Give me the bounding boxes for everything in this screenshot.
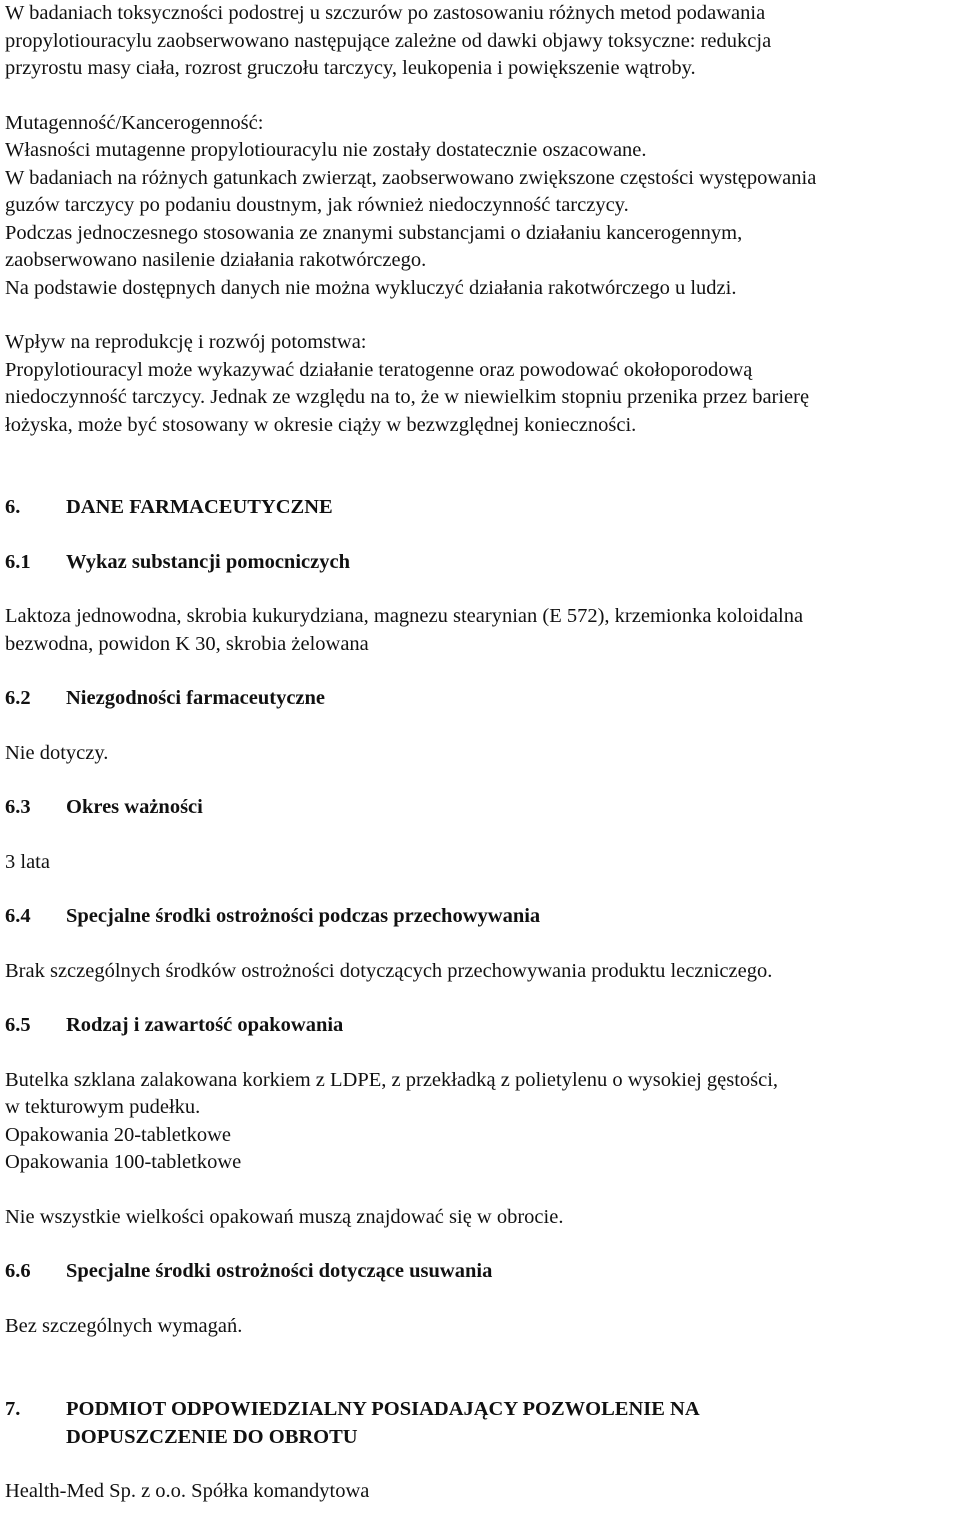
- section-title: Niezgodności farmaceutyczne: [66, 687, 326, 709]
- spacer: [5, 1177, 952, 1204]
- section-6-1-heading: [5, 549, 952, 577]
- spacer: [5, 576, 952, 603]
- section-6-6-heading: [5, 1258, 952, 1286]
- section-number: 6.2: [5, 687, 31, 709]
- spacer: [5, 1040, 952, 1067]
- section-title: Wykaz substancji pomocniczych: [66, 550, 350, 573]
- spacer: [5, 822, 952, 849]
- section-title: [66, 1395, 700, 1451]
- section-title: Specjalne środki ostrożności podczas przechowywania: [66, 905, 541, 927]
- packaging-note: Nie wszystkie wielkości opakowań muszą znajdować się w obrocie.: [5, 1205, 564, 1228]
- section-7-heading: [5, 1395, 952, 1451]
- text-line: Na podstawie dostępnych danych nie można wykluczyć działania rakotwórczego u ludzi.: [5, 276, 737, 299]
- section-number: 6.4: [5, 905, 31, 927]
- storage-text: Brak szczególnych środków ostrożności dotyczących przechowywania produktu leczniczego.: [5, 959, 773, 982]
- spacer: [5, 713, 952, 740]
- text-line: Opakowania 100-tabletkowe: [5, 1151, 242, 1173]
- marketing-authorisation-holder: Health-Med Sp. z o.o. Spółka komandytowa: [5, 1480, 370, 1502]
- spacer: [5, 876, 952, 903]
- spacer: [5, 302, 952, 329]
- mutagenicity-paragraph: [5, 110, 952, 303]
- text-line: łożyska, może być stosowany w okresie ciąży w bezwzględnej konieczności.: [5, 413, 637, 436]
- section-number: 7.: [5, 1398, 21, 1420]
- section-6-2-heading: [5, 685, 952, 713]
- text-line: W badaniach na różnych gatunkach zwierząt, zaobserwowano zwiększone częstości występowania: [5, 166, 817, 189]
- text-line: guzów tarczycy po podaniu doustnym, jak również niedoczynność tarczycy.: [5, 194, 629, 216]
- section-number: 6.5: [5, 1014, 31, 1036]
- spacer: [5, 1340, 952, 1395]
- disposal-text: Bez szczególnych wymagań.: [5, 1314, 243, 1337]
- toxicity-paragraph: [5, 0, 952, 83]
- text-line: propylotiouracylu zaobserwowano następujące zależne od dawki objawy toksyczne: redukcja: [5, 29, 772, 52]
- shelf-life-text: 3 lata: [5, 850, 50, 873]
- spacer: [5, 931, 952, 958]
- text-line: Opakowania 20-tabletkowe: [5, 1123, 231, 1146]
- spacer: [5, 1231, 952, 1258]
- text-line: Własności mutagenne propylotiouracylu nie zostały dostatecznie oszacowane.: [5, 139, 647, 161]
- text-line: zaobserwowano nasilenie działania rakotwórczego.: [5, 249, 427, 271]
- spacer: [5, 1286, 952, 1313]
- section-6-4-heading: [5, 903, 952, 931]
- section-title-line: PODMIOT ODPOWIEDZIALNY POSIADAJĄCY POZWOLENIE NA: [66, 1398, 700, 1420]
- text-line: Propylotiouracyl może wykazywać działanie teratogenne oraz powodować okołoporodową: [5, 358, 753, 381]
- subheading-mutagenicity: Mutagenność/Kancerogenność:: [5, 111, 264, 134]
- incompatibilities-text: Nie dotyczy.: [5, 741, 109, 764]
- section-title: Specjalne środki ostrożności dotyczące usuwania: [66, 1260, 493, 1282]
- section-6-5-heading: [5, 1012, 952, 1040]
- section-number: 6.3: [5, 796, 31, 818]
- text-line: W badaniach toksyczności podostrej u szczurów po zastosowaniu różnych metod podawania: [5, 2, 766, 24]
- excipients-paragraph: [5, 603, 952, 658]
- section-6-3-heading: [5, 794, 952, 822]
- text-line: niedoczynność tarczycy. Jednak ze względu na to, że w niewielkim stopniu przenika przez barierę: [5, 386, 810, 408]
- section-number: 6.: [5, 496, 21, 518]
- text-line: Butelka szklana zalakowana korkiem z LDPE, z przekładką z polietylenu o wysokiej gęstości,: [5, 1068, 779, 1091]
- section-title: DANE FARMACEUTYCZNE: [66, 496, 333, 518]
- subheading-reproduction: Wpływ na reprodukcję i rozwój potomstwa:: [5, 331, 367, 353]
- spacer: [5, 83, 952, 110]
- spacer: [5, 658, 952, 685]
- text-line: przyrostu masy ciała, rozrost gruczołu tarczycy, leukopenia i powiększenie wątroby.: [5, 57, 696, 79]
- spacer: [5, 522, 952, 549]
- section-number: 6.6: [5, 1260, 31, 1282]
- section-title: Rodzaj i zawartość opakowania: [66, 1014, 344, 1036]
- text-line: w tekturowym pudełku.: [5, 1096, 201, 1118]
- packaging-paragraph: [5, 1067, 952, 1177]
- section-6-heading: [5, 494, 952, 522]
- text-line: Laktoza jednowodna, skrobia kukurydziana, magnezu stearynian (E 572), krzemionka koloidalna: [5, 605, 804, 627]
- spacer: [5, 1451, 952, 1478]
- text-line: bezwodna, powidon K 30, skrobia żelowana: [5, 632, 369, 655]
- text-line: Podczas jednoczesnego stosowania ze znanymi substancjami o działaniu kancerogennym,: [5, 221, 743, 244]
- reproduction-paragraph: [5, 329, 952, 439]
- spacer: [5, 767, 952, 794]
- spacer: [5, 439, 952, 494]
- spacer: [5, 985, 952, 1012]
- section-number: 6.1: [5, 550, 31, 573]
- section-title: Okres ważności: [66, 796, 203, 818]
- section-title-line: DOPUSZCZENIE DO OBROTU: [66, 1426, 358, 1448]
